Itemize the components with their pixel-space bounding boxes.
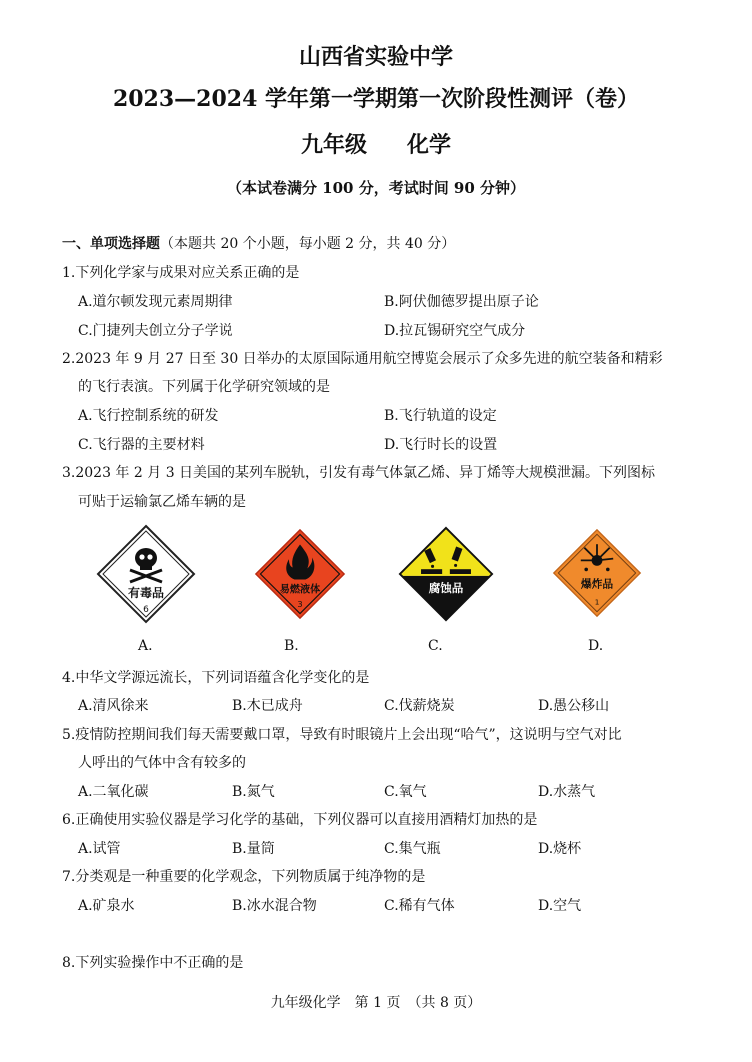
toxic-sign (96, 524, 196, 624)
question-2-stem-cont: 的飞行表演。下列属于化学研究领域的是 (78, 379, 330, 395)
q7-option-a: A.矿泉水 (78, 898, 135, 914)
exam-note: （本试卷满分 100 分，考试时间 90 分钟） (226, 179, 526, 197)
question-6-stem: 6.正确使用实验仪器是学习化学的基础，下列仪器可以直接用酒精灯加热的是 (62, 812, 538, 828)
section-heading (62, 233, 455, 253)
school-title: 山西省实验中学 (298, 44, 453, 70)
q4-option-c: C.伐薪烧炭 (384, 698, 455, 714)
question-5-stem-cont: 人呼出的气体中含有较多的 (78, 755, 246, 771)
corrosive-sign-text: 腐蚀品 (428, 581, 464, 596)
exam-title: 2023—2024 学年第一学期第一次阶段性测评（卷） (112, 86, 640, 112)
q6-option-d: D.烧杯 (538, 841, 582, 857)
toxic-sign-text: 有毒品 (127, 586, 165, 600)
q5-option-a: A.二氧化碳 (78, 784, 149, 800)
q4-option-a: A.清风徐来 (78, 698, 149, 714)
q3-option-d: D. (588, 638, 604, 654)
question-2-stem: 2.2023 年 9 月 27 日至 30 日举办的太原国际通用航空博览会展示了众多先进的航空装备和精彩 (62, 351, 663, 367)
grade-subject (0, 128, 752, 159)
subject-label: 化学 (407, 132, 452, 158)
question-3-stem: 3.2023 年 2 月 3 日美国的某列车脱轨，引发有毒气体氯乙烯、异丁烯等大规模泄漏。下列图标 (62, 465, 656, 481)
q2-option-c: C.飞行器的主要材料 (78, 437, 205, 453)
corrosive-sign (398, 526, 494, 622)
question-7-stem: 7.分类观是一种重要的化学观念，下列物质属于纯净物的是 (62, 869, 426, 885)
q1-option-c: C.门捷列夫创立分子学说 (78, 323, 233, 339)
flammable-sign-text: 易燃液体 (279, 584, 321, 596)
q4-option-b: B.木已成舟 (232, 698, 303, 714)
question-4-stem: 4.中华文学源远流长，下列词语蕴含化学变化的是 (62, 670, 370, 686)
q5-option-c: C.氧气 (384, 784, 427, 800)
question-8-stem: 8.下列实验操作中不正确的是 (62, 955, 244, 971)
q1-option-b: B.阿伏伽德罗提出原子论 (384, 294, 539, 310)
toxic-sign-number: 6 (143, 605, 149, 615)
section-title: 一、单项选择题 (62, 236, 160, 252)
q3-option-a: A. (138, 638, 153, 654)
q2-option-d: D.飞行时长的设置 (384, 437, 498, 453)
q3-option-b: B. (284, 638, 299, 654)
q7-option-b: B.冰水混合物 (232, 898, 317, 914)
grade-label: 九年级 (300, 132, 367, 158)
section-desc: （本题共 20 个小题，每小题 2 分，共 40 分） (160, 236, 456, 252)
question-3-stem-cont: 可贴于运输氯乙烯车辆的是 (78, 494, 246, 510)
q3-option-c: C. (428, 638, 443, 654)
q6-option-b: B.量筒 (232, 841, 275, 857)
explosive-sign (552, 528, 642, 618)
q4-option-d: D.愚公移山 (538, 698, 610, 714)
q1-option-d: D.拉瓦锡研究空气成分 (384, 323, 526, 339)
q2-option-b: B.飞行轨道的设定 (384, 408, 497, 424)
q7-option-c: C.稀有气体 (384, 898, 455, 914)
page-footer: 九年级化学 第 1 页 （共 8 页） (270, 995, 482, 1011)
q6-option-a: A.试管 (78, 841, 121, 857)
q1-option-a: A.道尔顿发现元素周期律 (78, 294, 233, 310)
explosive-sign-number: 1 (594, 597, 600, 607)
q2-option-a: A.飞行控制系统的研发 (78, 408, 219, 424)
q5-option-d: D.水蒸气 (538, 784, 596, 800)
q6-option-c: C.集气瓶 (384, 841, 441, 857)
flammable-liquid-sign (254, 528, 346, 620)
q5-option-b: B.氮气 (232, 784, 275, 800)
question-1-stem: 1.下列化学家与成果对应关系正确的是 (62, 265, 300, 281)
flammable-sign-number: 3 (297, 599, 303, 610)
q7-option-d: D.空气 (538, 898, 582, 914)
explosive-sign-text: 爆炸品 (580, 577, 614, 591)
question-5-stem: 5.疫情防控期间我们每天需要戴口罩，导致有时眼镜片上会出现“哈气”，这说明与空气对比 (62, 727, 622, 743)
